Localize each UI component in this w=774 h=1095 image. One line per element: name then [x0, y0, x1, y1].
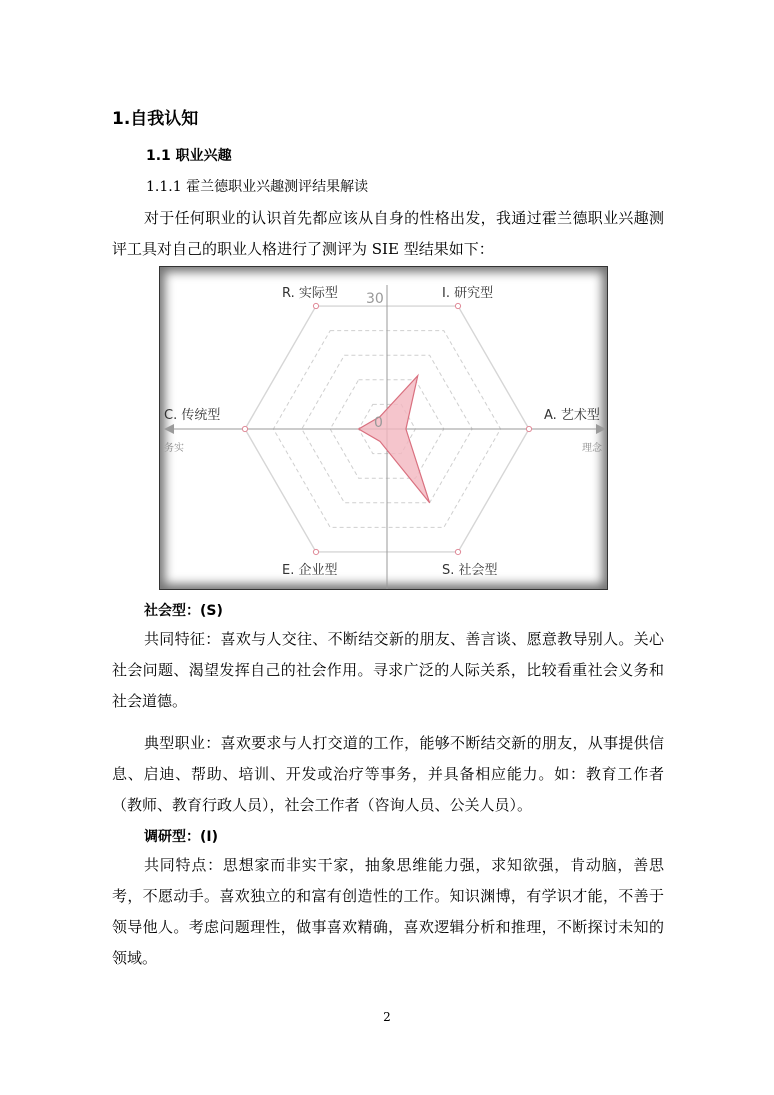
side-label-right: 理念 — [582, 443, 602, 454]
axis-label-i: I. 研究型 — [442, 286, 494, 301]
social-type-heading: 社会型：(S) — [144, 603, 223, 619]
left-arrow-icon — [164, 424, 174, 434]
social-jobs-paragraph: 典型职业：喜欢要求与人打交道的工作，能够不断结交新的朋友，从事提供信息、启迪、帮助、培训、开发或治疗等事务，并具备相应能力。如：教育工作者（教师、教育行政人员），社会工作者（咨询人员、公关人员）。 — [112, 734, 664, 814]
vertex-dot — [455, 303, 460, 308]
investigative-type-heading: 调研型：(I) — [144, 829, 219, 845]
axis-label-a: A. 艺术型 — [544, 408, 600, 423]
vertex-dot — [313, 549, 318, 554]
investigative-traits-paragraph: 共同特点：思想家而非实干家，抽象思维能力强，求知欲强，肯动脑，善思考，不愿动手。喜欢独立的和富有创造性的工作。知识渊博，有学识才能，不善于领导他人。考虑问题理性，做事喜欢精确，喜欢逻辑分析和推理，不断探讨未知的领域。 — [112, 856, 664, 967]
axis-label-r: R. 实际型 — [282, 286, 338, 301]
side-label-left: 务实 — [164, 443, 184, 454]
subsubsection-heading: 1.1.1 霍兰德职业兴趣测评结果解读 — [146, 179, 369, 195]
section-heading: 1.自我认知 — [112, 109, 199, 129]
vertex-dot — [242, 426, 247, 431]
axis-label-c: C. 传统型 — [164, 408, 221, 423]
axis-label-s: S. 社会型 — [442, 563, 498, 578]
vertex-dot — [526, 426, 531, 431]
tick-label-min: 0 — [374, 415, 383, 431]
score-polygon — [359, 376, 430, 503]
page-number: 2 — [383, 1010, 391, 1024]
vertex-dot — [313, 303, 318, 308]
axis-label-e: E. 企业型 — [282, 563, 338, 578]
radar-svg — [160, 267, 609, 591]
right-arrow-icon — [596, 424, 606, 434]
subsection-heading: 1.1 职业兴趣 — [146, 148, 232, 164]
social-traits-paragraph: 共同特征：喜欢与人交往、不断结交新的朋友、善言谈、愿意教导别人。关心社会问题、渴望发挥自己的社会作用。寻求广泛的人际关系，比较看重社会义务和社会道德。 — [112, 630, 664, 710]
holland-radar-chart — [159, 266, 608, 590]
vertex-dot — [455, 549, 460, 554]
intro-paragraph: 对于任何职业的认识首先都应该从自身的性格出发，我通过霍兰德职业兴趣测评工具对自己的职业人格进行了测评为 SIE 型结果如下： — [112, 209, 664, 258]
tick-label-max: 30 — [366, 291, 384, 307]
